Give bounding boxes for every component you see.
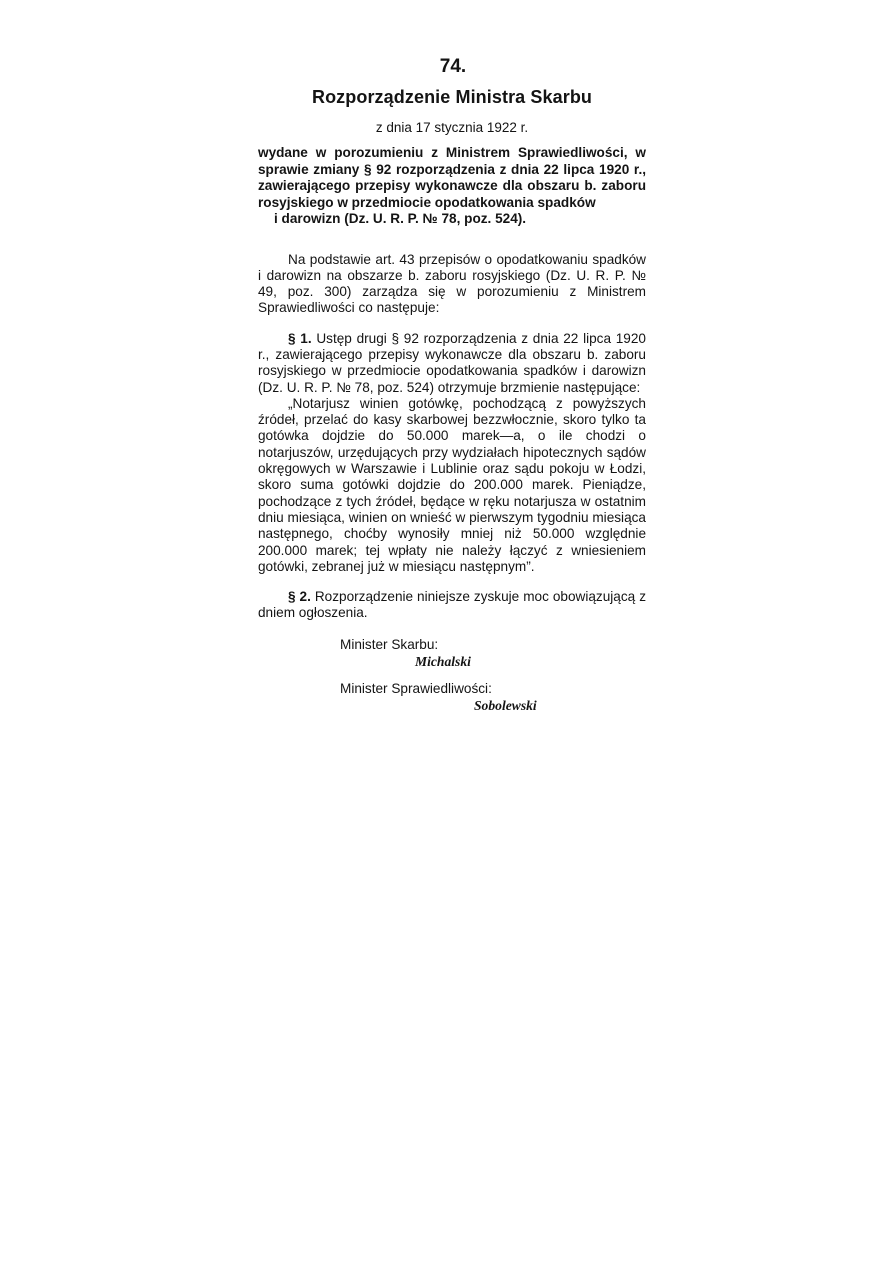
section-1-quote: „Notarjusz winien gotówkę, pochodzącą z powyższych źródeł, przelać do kasy skarbowej bezzwłocznie, skoro tylko ta gotówka dojdzie do 50.000 marek—a, o ile chodzi o notarjuszów, urzędujących przy wydziałach hipotecznych sądów okręgowych w Warszawie i Lublinie oraz sądu pokoju w Łodzi, skoro suma gotówki dojdzie do 200.000 marek. Pieniądze, pochodzące z tych źródeł, będące w ręku notarjusza w ostatnim dniu miesiąca, winien on wnieść w pierwszym tygodniu miesiąca następnego, choćby wynosiły mniej niż 50.000 względnie 200.000 marek; tej wpłaty nie należy łączyć z wniesieniem gotówki, zebranej już w miesiącu następnym”. bbox=[258, 395, 646, 574]
signature-name: Michalski bbox=[415, 653, 471, 669]
section-2-paragraph bbox=[258, 589, 646, 622]
signature-block-justice bbox=[258, 680, 646, 714]
document-title: Rozporządzenie Ministra Skarbu bbox=[311, 87, 593, 107]
document-page bbox=[258, 56, 646, 724]
document-number: 74. bbox=[439, 56, 467, 77]
section-2-text: Rozporządzenie niniejsze zyskuje moc obowiązującą z dniem ogłoszenia. bbox=[258, 589, 646, 621]
signature-block-finance bbox=[258, 636, 646, 670]
subtitle-last-line: i darowizn (Dz. U. R. P. № 78, poz. 524). bbox=[274, 211, 527, 226]
section-1-text: Ustęp drugi § 92 rozporządzenia z dnia 22 lipca 1920 r., zawierającego przepisy wykonawcze dla obszaru b. zaboru rosyjskiego w przedmiocie opodatkowania spadków i darowizn (Dz. U. R. P. № 78, poz. 524) otrzymuje brzmienie następujące: bbox=[258, 330, 646, 395]
signature-name: Sobolewski bbox=[474, 697, 537, 713]
document-subtitle bbox=[258, 145, 646, 228]
signature-role: Minister Skarbu: bbox=[340, 636, 439, 652]
preamble-paragraph: Na podstawie art. 43 przepisów o opodatkowaniu spadków i darowizn na obszarze b. zaboru rosyjskiego (Dz. U. R. P. № 49, poz. 300) zarządza się w porozumieniu z Ministrem Sprawiedliwości co następuje: bbox=[258, 251, 646, 316]
signature-role: Minister Sprawiedliwości: bbox=[340, 680, 492, 696]
subtitle-main: wydane w porozumieniu z Ministrem Sprawiedliwości, w sprawie zmiany § 92 rozporządzenia z dnia 22 lipca 1920 r., zawierającego przepisy wykonawcze dla obszaru b. zaboru rosyjskiego w przedmiocie opodatkowania spadków bbox=[258, 145, 646, 210]
section-2-label: § 2. bbox=[288, 589, 311, 605]
section-1-paragraph bbox=[258, 331, 646, 396]
section-1-label: § 1. bbox=[288, 330, 312, 346]
document-date: z dnia 17 stycznia 1922 r. bbox=[375, 120, 529, 135]
